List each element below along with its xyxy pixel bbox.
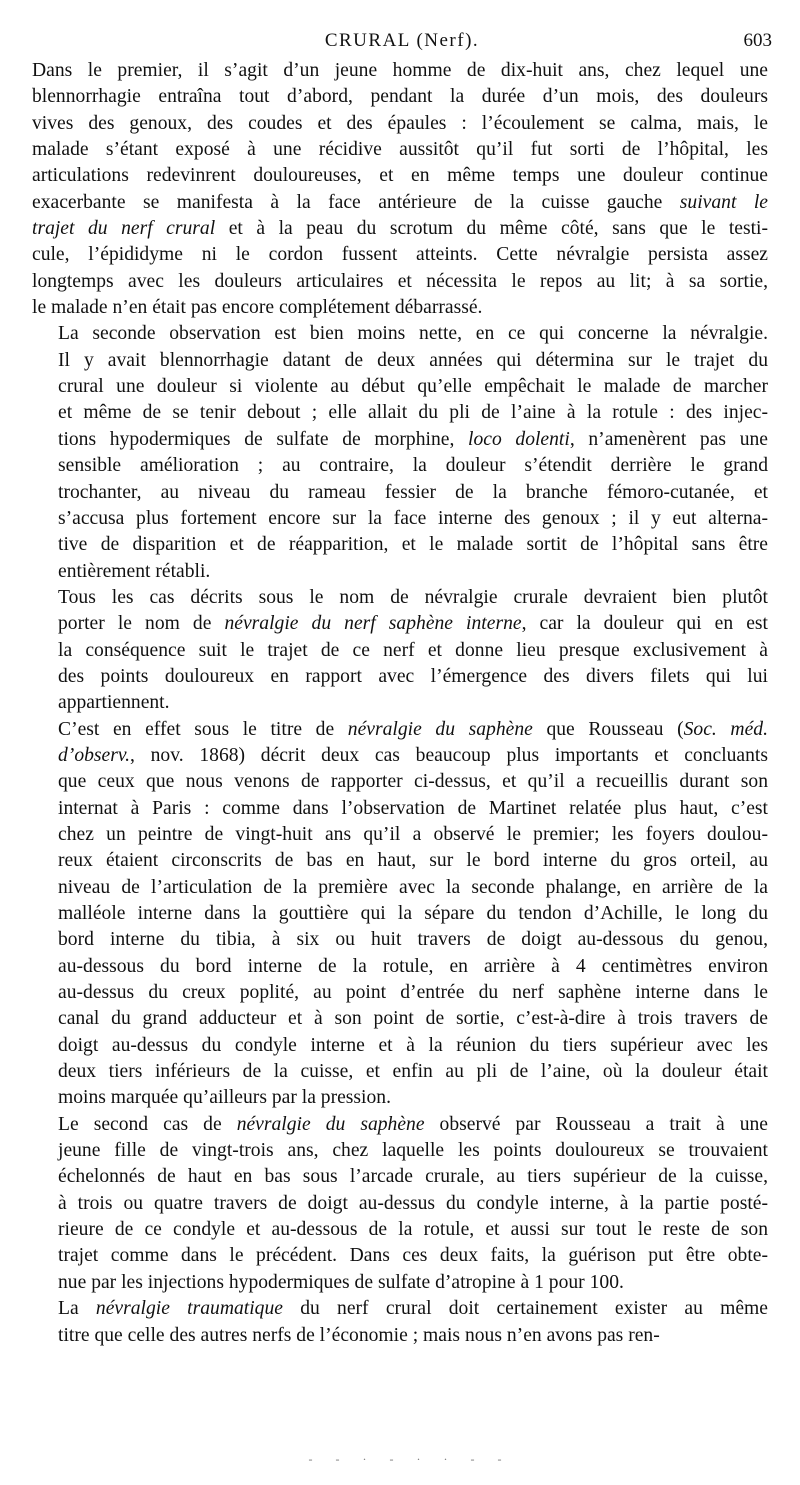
text-line <box>32 374 768 400</box>
text-line <box>32 1138 768 1164</box>
text-run: échelonnés de haut en bas sous l’arcade crurale, au tiers supérieur de la cuisse, <box>58 1166 768 1188</box>
text-line <box>32 717 768 743</box>
text-line <box>32 1164 768 1190</box>
body-text <box>32 58 768 1349</box>
italic-text: trajet du nerf crural <box>32 218 216 240</box>
italic-text: suivant le <box>679 191 768 213</box>
text-run: La <box>58 1298 96 1320</box>
text-run: au-dessous du bord interne de la rotule, en arrière à 4 centimètres environ <box>58 955 768 977</box>
text-line <box>32 1270 768 1296</box>
text-line <box>32 269 768 295</box>
text-run: le malade n’en était pas encore complétement débarrassé. <box>32 297 483 319</box>
text-run: et à la peau du scrotum du même côté, sans que le testi- <box>215 218 769 240</box>
text-line <box>32 480 768 506</box>
text-line <box>32 190 768 216</box>
running-head: CRURAL (Nerf). <box>324 30 480 51</box>
text-run: Le second cas de <box>58 1113 237 1135</box>
text-line <box>32 1217 768 1243</box>
text-run: vives des genoux, des coudes et des épaules : l’écoulement se calma, mais, le <box>32 112 768 134</box>
text-run: niveau de l’articulation de la première avec la seconde phalange, en arrière de la <box>58 876 768 898</box>
text-line <box>32 163 768 189</box>
italic-text: loco dolenti <box>468 428 570 450</box>
text-run: tive de disparition et de réapparition, et le malade sortit de l’hôpital sans être <box>58 534 768 556</box>
text-line <box>32 532 768 558</box>
text-line <box>32 1033 768 1059</box>
text-line <box>32 927 768 953</box>
text-line <box>32 1243 768 1269</box>
text-line <box>32 1323 768 1349</box>
text-run: bord interne du tibia, à six ou huit travers de doigt au-dessous du genou, <box>58 929 768 951</box>
paragraph <box>32 321 768 584</box>
text-line <box>32 506 768 532</box>
text-line <box>32 453 768 479</box>
text-run: s’accusa plus fortement encore sur la face interne des genoux ; il y eut alterna- <box>58 507 768 529</box>
text-run: crural une douleur si violente au début qu’elle empêchait le malade de marcher <box>58 376 768 398</box>
text-line <box>32 137 768 163</box>
text-run: titre que celle des autres nerfs de l’économie ; mais nous n’en avons pas ren- <box>58 1324 660 1346</box>
text-run: rieure de ce condyle et au-dessous de la rotule, et aussi sur tout le reste de son <box>58 1219 768 1241</box>
text-run: appartiennent. <box>58 692 170 714</box>
text-run: C’est en effet sous le titre de <box>58 718 348 740</box>
text-line <box>32 321 768 347</box>
text-run: et même de se tenir debout ; elle allait du pli de l’aine à la rotule : des injec- <box>58 402 768 424</box>
text-run: internat à Paris : comme dans l’observation de Martinet relatée plus haut, c’est <box>58 797 768 819</box>
page-number: 603 <box>743 30 772 51</box>
text-line <box>32 875 768 901</box>
text-run: du nerf crural doit certainement exister au même <box>282 1298 768 1320</box>
paragraph <box>32 1112 768 1296</box>
text-run: La seconde observation est bien moins nette, en ce qui concerne la névralgie. <box>58 323 768 345</box>
italic-text: Soc. méd. <box>683 718 768 740</box>
text-run: deux tiers inférieurs de la cuisse, et enfin au pli de l’aine, où la douleur était <box>58 1061 768 1083</box>
text-run: longtemps avec les douleurs articulaires et nécessita le repos au lit; à sa sortie, <box>32 270 768 292</box>
paragraph <box>32 1296 768 1349</box>
text-line <box>32 822 768 848</box>
text-run: porter le nom de <box>58 613 225 635</box>
text-line <box>32 1006 768 1032</box>
text-line <box>32 84 768 110</box>
text-run: à trois ou quatre travers de doigt au-dessus du condyle interne, à la partie posté- <box>58 1192 768 1214</box>
text-line <box>32 690 768 716</box>
footer-marks: - - · - · · - - <box>308 1452 512 1466</box>
text-line <box>32 1296 768 1322</box>
text-run: des points douloureux en rapport avec l’émergence des divers filets qui lui <box>58 665 768 687</box>
text-line <box>32 58 768 84</box>
text-line <box>32 1112 768 1138</box>
text-line <box>32 664 768 690</box>
text-run: malade s’étant exposé à une récidive aussitôt qu’il fut sorti de l’hôpital, les <box>32 139 768 161</box>
text-line <box>32 295 768 321</box>
text-line <box>32 980 768 1006</box>
text-run: entièrement rétabli. <box>58 560 211 582</box>
text-run: Il y avait blennorrhagie datant de deux années qui détermina sur le trajet du <box>58 349 768 371</box>
text-line <box>32 769 768 795</box>
text-line <box>32 242 768 268</box>
text-run: doigt au-dessus du condyle interne et à la réunion du tiers supérieur avec les <box>58 1034 768 1056</box>
text-run: trajet comme dans le précédent. Dans ces deux faits, la guérison put être obte- <box>58 1245 768 1267</box>
text-line <box>32 954 768 980</box>
text-line <box>32 638 768 664</box>
text-line <box>32 901 768 927</box>
text-run: canal du grand adducteur et à son point de sortie, c’est-à-dire à trois travers de <box>58 1008 768 1030</box>
text-run: malléole interne dans la gouttière qui la sépare du tendon d’Achille, le long du <box>58 903 768 924</box>
text-line <box>32 111 768 137</box>
text-run: observé par Rousseau a trait à une <box>424 1113 768 1135</box>
text-run: cule, l’épididyme ni le cordon fussent atteints. Cette névralgie persista assez <box>32 244 768 266</box>
text-run: au-dessus du creux poplité, au point d’entrée du nerf saphène interne dans le <box>58 982 768 1004</box>
text-run: , nov. 1868) décrit deux cas beaucoup plus importants et concluants <box>130 744 768 766</box>
text-line <box>32 848 768 874</box>
italic-text: névralgie du nerf saphène interne <box>224 613 522 635</box>
paragraph <box>32 717 768 1112</box>
text-line <box>32 611 768 637</box>
text-line <box>32 559 768 585</box>
text-run: nue par les injections hypodermiques de sulfate d’atropine à 1 pour 100. <box>58 1271 624 1293</box>
text-line <box>32 585 768 611</box>
text-run: chez un peintre de vingt-huit ans qu’il a observé le premier; les foyers doulou- <box>58 823 768 845</box>
text-run: moins marquée qu’ailleurs par la pression. <box>58 1087 391 1109</box>
italic-text: névralgie du saphène <box>236 1113 425 1135</box>
text-run: que ceux que nous venons de rapporter ci-dessus, et qu’il a recueillis durant son <box>58 771 768 793</box>
text-run: la conséquence suit le trajet de ce nerf et donne lieu presque exclusivement à <box>58 639 768 661</box>
text-line <box>32 796 768 822</box>
paragraph <box>32 585 768 717</box>
text-line <box>32 427 768 453</box>
text-line <box>32 348 768 374</box>
text-run: Tous les cas décrits sous le nom de névralgie crurale devraient bien plutôt <box>58 586 768 608</box>
text-line <box>32 1085 768 1111</box>
text-line <box>32 1059 768 1085</box>
text-run: , n’amenèrent pas une <box>569 428 768 450</box>
text-run: trochanter, au niveau du rameau fessier de la branche fémoro-cutanée, et <box>58 481 768 503</box>
text-run: articulations redevinrent douloureuses, et en même temps une douleur continue <box>32 165 768 187</box>
paragraph <box>32 58 768 321</box>
text-run: exacerbante se manifesta à la face antérieure de la cuisse gauche <box>32 191 680 213</box>
text-line <box>32 400 768 426</box>
text-run: blennorrhagie entraîna tout d’abord, pendant la durée d’un mois, des douleurs <box>32 86 768 108</box>
text-run: , car la douleur qui en est <box>521 613 768 635</box>
italic-text: d’observ. <box>58 744 131 766</box>
text-line <box>32 216 768 242</box>
text-run: que Rousseau ( <box>532 718 684 740</box>
text-line <box>32 743 768 769</box>
text-run: tions hypodermiques de sulfate de morphine, <box>58 428 469 450</box>
italic-text: névralgie du saphène <box>347 718 533 740</box>
text-line <box>32 1191 768 1217</box>
text-run: sensible amélioration ; au contraire, la douleur s’étendit derrière le grand <box>58 455 768 477</box>
italic-text: névralgie traumatique <box>95 1298 283 1320</box>
text-run: Dans le premier, il s’agit d’un jeune homme de dix-huit ans, chez lequel une <box>32 60 768 81</box>
text-run: jeune fille de vingt-trois ans, chez laquelle les points douloureux se trouvaient <box>58 1140 768 1162</box>
page-header <box>32 30 772 58</box>
text-run: reux étaient circonscrits de bas en haut, sur le bord interne du gros orteil, au <box>58 850 768 872</box>
